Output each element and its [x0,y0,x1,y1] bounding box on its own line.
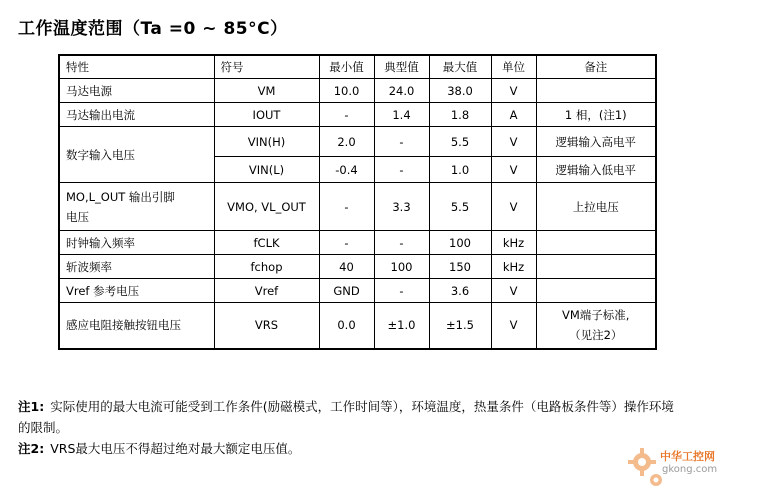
symbol-cell: IOUT [214,103,319,127]
min-cell: - [319,183,374,231]
param-cell: 数字输入电压 [59,127,214,183]
footnote-1 [18,396,753,417]
table-row [59,183,656,231]
typ-cell: 1.4 [374,103,429,127]
param-cell [59,183,214,231]
typ-cell: 100 [374,255,429,279]
symbol-cell: VIN(H) [214,127,319,157]
min-cell: -0.4 [319,157,374,183]
symbol-cell: VRS [214,303,319,349]
header-cell: 单位 [491,55,536,79]
note-cell: 1 相，(注1) [536,103,656,127]
typ-cell: ±1.0 [374,303,429,349]
note-cell: 逻辑输入高电平 [536,127,656,157]
header-cell: 特性 [59,55,214,79]
footnote-text: 实际使用的最大电流可能受到工作条件(励磁模式，工作时间等），环境温度，热量条件（电路板条件等）操作环境 [50,399,674,414]
table-row [59,279,656,303]
min-cell: 10.0 [319,79,374,103]
max-cell: ±1.5 [429,303,491,349]
min-cell: 40 [319,255,374,279]
note-cell [536,231,656,255]
table-row [59,127,656,157]
note-line: （见注2） [569,328,623,343]
max-cell: 3.6 [429,279,491,303]
note-cell: 上拉电压 [536,183,656,231]
typ-cell: - [374,231,429,255]
table-row [59,255,656,279]
unit-cell: V [491,157,536,183]
symbol-cell: VMO, VL_OUT [214,183,319,231]
symbol-cell: VIN(L) [214,157,319,183]
min-cell: 2.0 [319,127,374,157]
max-cell: 1.8 [429,103,491,127]
param-cell: 时钟输入频率 [59,231,214,255]
min-cell: 0.0 [319,303,374,349]
unit-cell: V [491,279,536,303]
footnote-label: 注2: [18,441,45,456]
note-cell [536,279,656,303]
note-cell [536,79,656,103]
max-cell: 100 [429,231,491,255]
typ-cell: - [374,127,429,157]
symbol-cell: fchop [214,255,319,279]
param-cell: 斩波频率 [59,255,214,279]
table-row [59,231,656,255]
param-cell: 马达电源 [59,79,214,103]
watermark-url: gkong.com [662,464,718,475]
header-cell: 符号 [214,55,319,79]
param-cell: 马达输出电流 [59,103,214,127]
unit-cell: V [491,79,536,103]
unit-cell: kHz [491,255,536,279]
note-cell [536,255,656,279]
max-cell: 38.0 [429,79,491,103]
param-cell: 感应电阻接触按钮电压 [59,303,214,349]
typ-cell: 3.3 [374,183,429,231]
unit-cell: V [491,127,536,157]
max-cell: 150 [429,255,491,279]
unit-cell: V [491,303,536,349]
table-row [59,103,656,127]
param-cell: Vref 参考电压 [59,279,214,303]
header-cell: 典型值 [374,55,429,79]
table-row [59,303,656,349]
max-cell: 5.5 [429,183,491,231]
symbol-cell: VM [214,79,319,103]
table-row [59,79,656,103]
typ-cell: 24.0 [374,79,429,103]
unit-cell: V [491,183,536,231]
unit-cell: A [491,103,536,127]
page-title: 工作温度范围（Ta =0 ~ 85°C） [18,19,288,39]
unit-cell: kHz [491,231,536,255]
min-cell: GND [319,279,374,303]
symbol-cell: fCLK [214,231,319,255]
max-cell: 5.5 [429,127,491,157]
max-cell: 1.0 [429,157,491,183]
note-cell [536,303,656,349]
symbol-cell: Vref [214,279,319,303]
watermark-brand: 中华工控网 [660,450,715,463]
min-cell: - [319,103,374,127]
note-cell: 逻辑输入低电平 [536,157,656,183]
note-line: VM端子标准, [562,308,630,323]
typ-cell: - [374,157,429,183]
table-header-row [59,55,656,79]
param-line: 电压 [66,209,89,224]
header-cell: 备注 [536,55,656,79]
footnote-1-continuation: 的限制。 [18,420,69,435]
footnote-label: 注1: [18,399,45,414]
header-cell: 最小值 [319,55,374,79]
typ-cell: - [374,279,429,303]
param-line: MO,L_OUT 输出引脚 [66,189,175,204]
header-cell: 最大值 [429,55,491,79]
footnote-text: VRS最大电压不得超过绝对最大额定电压值。 [50,441,301,456]
min-cell: - [319,231,374,255]
spec-table [58,54,657,350]
